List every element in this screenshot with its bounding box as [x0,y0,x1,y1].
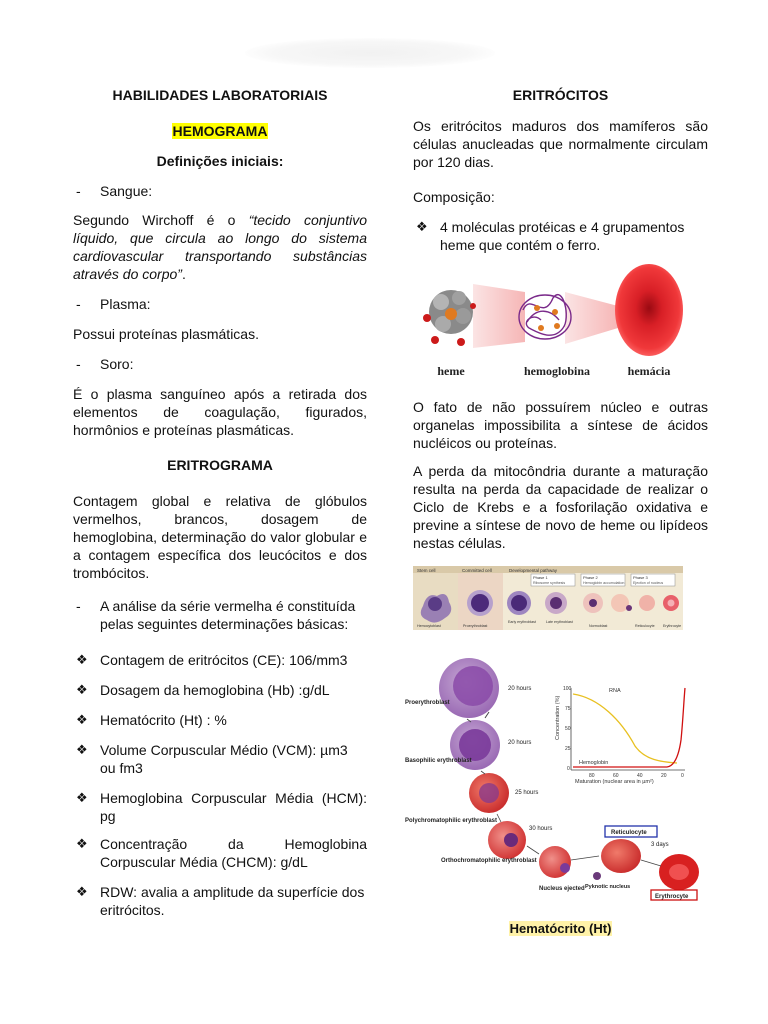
pyknotic-nucleus-icon [593,872,601,880]
strip-phase: Phase 1 [533,575,548,580]
bullet-text: Hemoglobina Corpuscular Média (HCM): pg [100,790,367,824]
sangue-prefix: Segundo Wirchoff é o [73,212,249,228]
ejected-nucleus-icon [626,605,632,611]
bullet-text: Concentração da Hemoglobina Corpuscular Média (CHCM): g/dL [100,836,367,870]
time-label: 20 hours [508,686,532,692]
strip-header: Stem cell [417,568,436,573]
time-label: 20 hours [508,740,532,746]
nucleus-icon [471,594,489,612]
graph-ytick: 100 [563,686,572,692]
fig-label-hemacia: hemácia [627,364,671,378]
graph-ytick: 75 [565,706,571,712]
strip-header: Committed cell [462,568,492,573]
nucleus-ejecting-cell-icon [539,846,571,878]
graph-xtick: 0 [681,773,684,779]
cell-label: Proerythroblast [405,700,450,706]
zoom-cone [473,284,525,348]
heme-hemoglobin-figure [413,262,708,384]
bullet-text: 4 moléculas protéicas e 4 grupamentos heme que contém o ferro. [440,219,685,253]
strip-cell-label: Erythrocyte [663,624,682,628]
sangue-suffix: . [181,266,186,282]
sangue-quote: “tecido conjuntivo líquido, que circula ao longo do sistema cardiovascular transportando substâncias através do corpo” [73,212,367,282]
nucleus-icon [479,783,499,803]
time-label: 3 days [651,842,669,848]
hemoglobin-curve-label: Hemoglobin [579,760,609,766]
diamond-bullet-icon: ❖ [416,219,428,234]
fig-label-heme: heme [437,364,465,378]
concentration-graph [555,686,685,785]
serie-vermelha-item [73,597,367,633]
reticulocyte-cell-icon [601,839,641,873]
dash-marker: - [76,598,81,614]
bullet-text: Contagem de eritrócitos (CE): 106/mm3 [100,652,348,668]
maturation-diagram-figure [399,650,699,912]
graph-xtick: 60 [613,773,619,779]
bullet-text: RDW: avalia a amplitude da superfície dos eritrócitos. [100,884,365,918]
nucleus-icon [589,599,597,607]
graph-xtick: 40 [637,773,643,779]
rna-curve-label: RNA [609,688,621,694]
erythrocyte-center-icon [668,600,675,607]
graph-ytick: 0 [567,766,570,772]
cell-label: Pyknotic nucleus [585,884,631,890]
nucleus-icon [511,595,527,611]
erythropoiesis-strip-figure [413,566,683,630]
bullet-text: Volume Corpuscular Médio (VCM): µm3 ou fm3 [100,742,348,776]
dash-marker: - [76,356,81,372]
strip-cell-label: Normoblast [589,624,608,628]
sangue-definition [73,211,367,283]
strip-phase-desc: Ribosome synthesis [533,581,566,585]
strip-cell-label: Proerythroblast [463,624,488,628]
sangue-label: Sangue: [100,183,153,199]
dash-marker: - [76,296,81,312]
figure-caption [413,920,708,938]
nucleus-icon [550,597,562,609]
strip-cell-label: Early erythroblast [508,620,536,624]
serie-vermelha-text: A análise da série vermelha é constituída pelas seguintes determinações básicas: [100,598,356,632]
bullet-text: Hematócrito (Ht) : % [100,712,227,728]
cell-label: Polychromatophilic erythroblast [405,818,498,824]
graph-xlabel: Maturation (nuclear area in µm²) [575,779,654,785]
time-label: 25 hours [515,790,539,796]
plasma-text: Possui proteínas plasmáticas. [73,326,259,342]
nucleo-text: O fato de não possuírem núcleo e outras organelas impossibilita a síntese de ácidos nucléicos ou proteínas. [413,399,708,451]
graph-ylabel: Concentration (%) [555,695,561,740]
diamond-bullet-icon: ❖ [76,652,88,667]
definitions-heading: Definições iniciais: [156,153,284,169]
ejected-nucleus-icon [560,863,570,873]
cell-label: Nucleus ejected [539,886,585,892]
eritrocitos-intro: Os eritrócitos maduros dos mamíferos são células anucleadas que normalmente circulam por 120 dias. [413,118,708,170]
nucleus-icon [453,666,493,706]
heme-molecule-icon [423,290,476,346]
strip-phase-desc: Hemoglobin accumulation [583,581,625,585]
cell-label: Orthochromatophilic erythroblast [441,858,537,864]
time-label: 30 hours [529,826,553,832]
reticulocyte-cell-icon [639,595,655,611]
nucleus-icon [459,729,491,761]
strip-phase: Phase 2 [583,575,598,580]
composicao-label: Composição: [413,189,495,205]
eritrograma-heading: ERITROGRAMA [167,457,273,473]
soro-label: Soro: [100,356,134,372]
diamond-bullet-icon: ❖ [76,682,88,697]
diamond-bullet-icon: ❖ [76,712,88,727]
zoom-cone [565,292,618,344]
hemograma-highlight: HEMOGRAMA [172,123,268,139]
red-blood-cell-icon [615,264,683,356]
document-title: HABILIDADES LABORATORIAIS [112,87,328,103]
nucleus-icon [428,597,442,611]
diamond-bullet-icon: ❖ [76,790,88,805]
graph-xtick: 20 [661,773,667,779]
strip-phase: Phase 3 [633,575,648,580]
hemoglobin-molecule-icon [519,295,571,339]
strip-cell-label: Late erythroblast [546,620,573,624]
graph-ytick: 25 [565,746,571,752]
fig-label-hemoglobina: hemoglobina [523,364,591,378]
scan-smudge [245,38,495,68]
graph-ytick: 50 [565,726,571,732]
eritrograma-text: Contagem global e relativa de glóbulos vermelhos, brancos, dosagem de hemoglobina, determinação do valor globular e a contagem específica dos leucócitos e dos trombócitos. [73,493,367,581]
erythrocyte-center-icon [669,864,689,880]
eritrocitos-heading: ERITRÓCITOS [512,87,609,103]
hemograma-heading [73,122,367,140]
strip-cell-label: Hemocytoblast [417,624,441,628]
soro-text: É o plasma sanguíneo após a retirada dos elementos de coagulação, figurados, hormônios e proteínas plasmáticas. [73,386,367,438]
strip-cell-label: Reticulocyte [635,624,655,628]
diamond-bullet-icon: ❖ [76,742,88,757]
cell-label: Erythrocyte [655,894,689,900]
dash-marker: - [76,183,81,199]
mitocondria-text: A perda da mitocôndria durante a maturação resulta na perda da capacidade de realizar o Ciclo de Krebs e a fosforilação oxidativa e previne a síntese de novo de heme ou lipídeos nestas células. [413,463,708,551]
strip-phase-desc: Ejection of nucleus [633,581,664,585]
rna-curve [573,694,677,763]
composicao-bullet [413,218,708,254]
strip-header: Developmental pathway [509,568,558,573]
cell-label: Basophilic erythroblast [405,758,472,764]
nucleus-icon [504,833,518,847]
diamond-bullet-icon: ❖ [76,836,88,851]
graph-xtick: 80 [589,773,595,779]
cell-label: Reticulocyte [611,830,647,836]
bullet-text: Dosagem da hemoglobina (Hb) :g/dL [100,682,330,698]
caption-highlight: Hematócrito (Ht) [509,921,612,936]
diamond-bullet-icon: ❖ [76,884,88,899]
plasma-label: Plasma: [100,296,151,312]
